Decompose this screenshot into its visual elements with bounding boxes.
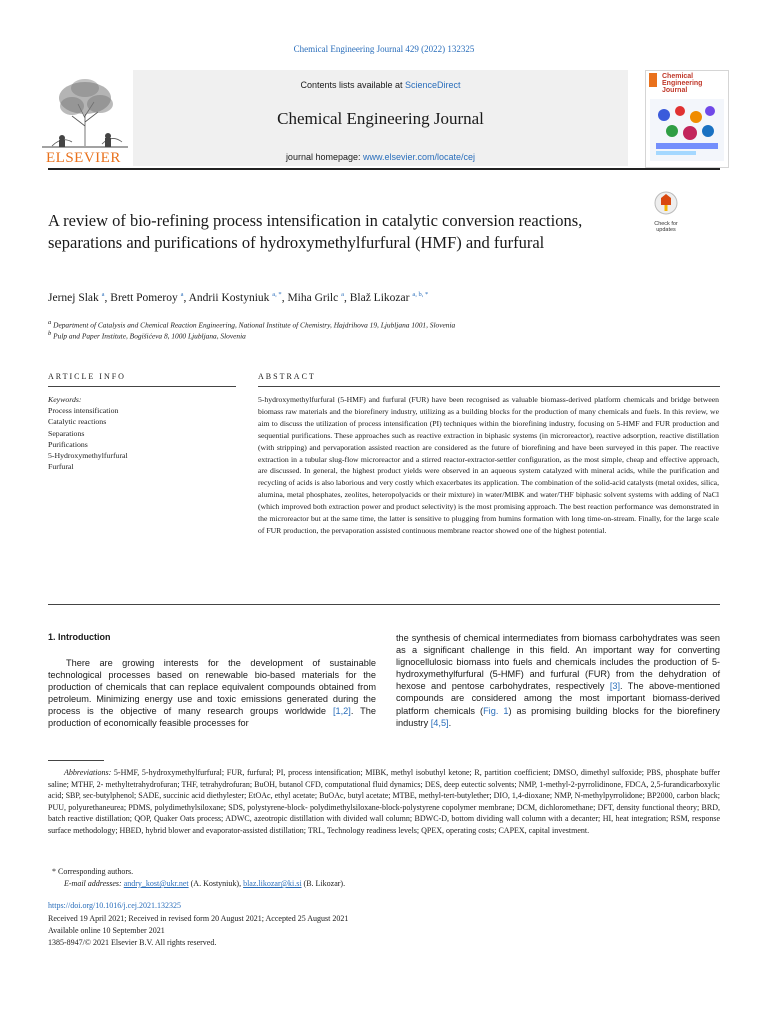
received-dates: Received 19 April 2021; Received in revised form 20 August 2021; Accepted 25 August 2021 <box>48 914 349 923</box>
keyword: Purifications <box>48 439 88 449</box>
abbreviations-text: 5-HMF, 5-hydroxymethylfurfural; FUR, furfural; PI, process intensification; MIBK, methyl isobuthyl ketone; R, partition coefficient; DMSO, dimethyl sulfoxide; PBS, phosphate buffer saline; MTHF, 2- methyltetrahydrofuran; THF, tetrahydrofuran; BuOH, butanol CFD, computational fluid dynamics; DES, deep eutectic solvents; NMP, 1-methyl-2-pyrrolidinone, FDCA, 2,5-furandicarboxylic acid; SBP, sec-butylphenol; SADE, succinic acid diethylester; EtOAc, ethyl acetate; BuOAc, butyl acetate; MTBE, methyl-tert-butylether; DIO, 1,4-dioxane; NMP, N-methylpyrrolidone; BP2000, carbon black; PUU, polyurethaneurea; PDMS, polydimethylsiloxane; SDS, polystyrene-block- polydimethylsiloxane-block-polystyrene copolymer membrane; DCM, dichloromethane; DFT, density functional theory; BRD, batch reactive distillation; QOP, Quaker Oats process; ADWC, azeotropic distillation with divided wall column; BDWC-D, bottom dividing wall column with a decanter; HI, heat integration; RSM, response surface methodology; HBED, hybrid blower and evaporator-assisted distillation; TRL, Technology readiness levels; QPEX, operating costs; CAPEX, capital investment. <box>48 768 720 835</box>
email-owner: (A. Kostyniuk), <box>188 879 244 888</box>
author-name[interactable]: Jernej Slak <box>48 291 99 304</box>
article-title: A review of bio-refining process intensification in catalytic conversion reactions, separations and purifications of hydroxymethylfurfural (HMF) and furfural <box>48 211 583 252</box>
available-online-date: Available online 10 September 2021 <box>48 926 165 935</box>
check-for-updates-button[interactable] <box>648 190 684 233</box>
email-owner: (B. Likozar). <box>301 879 346 888</box>
affiliation-mark: b <box>48 330 52 337</box>
citation-link[interactable]: [3] <box>609 681 621 692</box>
author-name[interactable]: Blaž Likozar <box>349 291 410 304</box>
journal-cover-thumbnail[interactable] <box>645 70 729 168</box>
check-updates-label <box>648 221 684 233</box>
keyword: Separations <box>48 428 85 438</box>
email-link-kostyniuk[interactable]: andry_kost@ukr.net <box>123 879 189 888</box>
cover-logo-icon <box>649 73 657 87</box>
footnote-rule <box>48 760 104 761</box>
affiliation-a <box>48 319 455 329</box>
check-updates-icon <box>648 190 684 216</box>
intro-paragraph <box>396 632 720 729</box>
cover-title <box>662 73 702 94</box>
homepage-link[interactable]: www.elsevier.com/locate/cej <box>363 152 476 162</box>
keyword: Catalytic reactions <box>48 417 107 427</box>
intro-left-text: There are growing interests for the development of sustainable technological processes based on renewable bio-based materials for the production of chemicals that can replace equivalent compounds obtained from petroleum. Minimizing energy use and toxic emissions generated during the process is the objective of many research groups worldwide <box>48 658 376 717</box>
check-updates-line-2: updates <box>656 227 676 233</box>
doi-link[interactable]: https://doi.org/10.1016/j.cej.2021.132325 <box>48 901 181 910</box>
contents-available <box>133 80 628 90</box>
journal-citation[interactable]: Chemical Engineering Journal 429 (2022) 132325 <box>293 44 475 54</box>
email-link-likozar[interactable]: blaz.likozar@ki.si <box>243 879 302 888</box>
cover-title-line-3: Journal <box>662 87 688 94</box>
keyword: Process intensification <box>48 406 119 416</box>
intro-paragraph <box>48 657 376 730</box>
author-name[interactable]: Miha Grilc <box>287 291 339 304</box>
intro-right-text-c: ) as promising building blocks for the biorefinery industry <box>396 705 721 728</box>
author-name[interactable]: Brett Pomeroy <box>110 291 178 304</box>
intro-right-column <box>396 632 720 729</box>
email-addresses <box>64 878 714 890</box>
abstract-heading: ABSTRACT <box>258 372 316 381</box>
affiliation-text: Pulp and Paper Institute, Bogišićeva 8, 1000 Ljubljana, Slovenia <box>53 331 246 341</box>
intro-left-tail: . The production of economically feasible processes for <box>48 706 376 729</box>
keywords-label: Keywords: <box>48 395 82 404</box>
intro-right-text-a: the synthesis of chemical intermediates from biomass carbohydrates was seen as a significant challenge in this field. An important way for converting lignocellulosic biomass into fuels and chemicals includes the production of 5-hydroxymethylfurfural (5-HMF) and furfural (FUR) from the dehydration of hexose and pentose carbohydrates, respectively <box>396 633 720 692</box>
article-info-heading: ARTICLE INFO <box>48 372 126 381</box>
section-heading-introduction: 1. Introduction <box>48 632 111 642</box>
author-list: Jernej Slak $^a$, Brett Pomeroy $^a$, Andrii Kostyniuk $^{a, *}$, Miha Grilc $^a$, Blaž Likozar $^{a, b, *}$ <box>48 291 429 304</box>
keyword: Furfural <box>48 462 74 472</box>
abbreviations-footnote <box>48 767 720 837</box>
author-affiliation-mark[interactable]: a <box>180 291 184 298</box>
email-label: E-mail addresses: <box>64 879 122 888</box>
abbreviations-label: Abbreviations: <box>64 768 112 777</box>
journal-name: Chemical Engineering Journal <box>277 109 484 128</box>
keyword: 5-Hydroxymethylfurfural <box>48 451 128 461</box>
author-affiliation-mark[interactable]: a, b, * <box>412 291 429 298</box>
copyright-notice: 1385-8947/© 2021 Elsevier B.V. All rights reserved. <box>48 938 217 947</box>
journal-homepage <box>133 152 628 162</box>
cover-title-line-2: Engineering <box>662 80 703 87</box>
abstract-text: 5-hydroxymethylfurfural (5-HMF) and furfural (FUR) have been recognised as valuable biomass-derived platform chemicals and bridge between biomass raw materials and the biorefinery industry, utilizing as a building blocks for the production of many chemicals and fuels. In this review, we aim to discuss the utilization of process intensification (PI) techniques within the biorefining industry, focusing on 5-HMF and FUR production and sequential purifications. These approaches such as reactive extraction in biphasic systems (in microreactor), reactive adsorption, reactive distillation (with stripping) and pervaporation assisted reaction are considered as the future of biorefining and have been surveyed in this paper. The reactive extraction in a tubular slug-flow microreactor and a stirred reactor-extractor-settler configuration, as the most simple, cheap and effective approach, are discussed. In general, the highest product yields were observed in an aqueous system catalyzed with mineral acids, while the purification and recycling of acids is also laborious and very costly which exacerbates its application. The combination of the solid-acid catalysts (metal oxides, silica, alumina, metal phosphates, zeolites, heteropolyacids or their mixture) in water/MIBK and water/THF biphasic solvent systems with adding of NaCl (which improved both extraction power and product selectivity) is the most promising approach. The best reaction performance was demonstrated in the microreactor but at the same time, the latter is sensitive to plugging from humins formation with long time-on-stream. Finally, for the large scale of FUR production, the pervaporation assisted continuous membrane reactor showed one of the highest potential. <box>258 395 719 535</box>
cover-artwork-icon <box>650 99 724 161</box>
abstract-bottom-rule <box>48 604 720 605</box>
author-affiliation-mark[interactable]: a, * <box>272 291 282 298</box>
keywords-block <box>48 394 228 472</box>
abstract-rule <box>258 386 720 387</box>
intro-right-text-b: . The above-mentioned compounds are considered among the most important biomass-derived platform chemicals ( <box>396 681 720 716</box>
check-updates-line-1: Check for <box>654 221 678 227</box>
figure-link[interactable]: Fig. 1 <box>483 705 509 716</box>
intro-left-column <box>48 657 376 730</box>
homepage-prefix: journal homepage: <box>285 152 363 162</box>
contents-prefix: Contents lists available at <box>300 80 406 90</box>
cover-title-line-1: Chemical <box>662 73 694 80</box>
intro-right-text-d: . <box>448 717 452 728</box>
article-info-rule <box>48 386 236 387</box>
header-rule <box>48 168 720 170</box>
affiliation-mark: a <box>48 319 52 326</box>
affiliation-text: Department of Catalysis and Chemical Reaction Engineering, National Institute of Chemistry, Hajdrihova 19, Ljubljana 1001, Slovenia <box>53 320 456 330</box>
author-name[interactable]: Andrii Kostyniuk <box>188 291 270 304</box>
author-affiliation-mark[interactable]: a <box>101 291 105 298</box>
affiliation-b <box>48 330 246 340</box>
elsevier-wordmark: ELSEVIER <box>46 150 121 166</box>
sciencedirect-link[interactable]: ScienceDirect <box>405 80 461 90</box>
citation-link[interactable]: [4,5] <box>430 717 449 728</box>
citation-link[interactable]: [1,2] <box>332 706 351 717</box>
corresponding-authors-note: * Corresponding authors. <box>52 867 134 876</box>
author-affiliation-mark[interactable]: a <box>341 291 344 298</box>
